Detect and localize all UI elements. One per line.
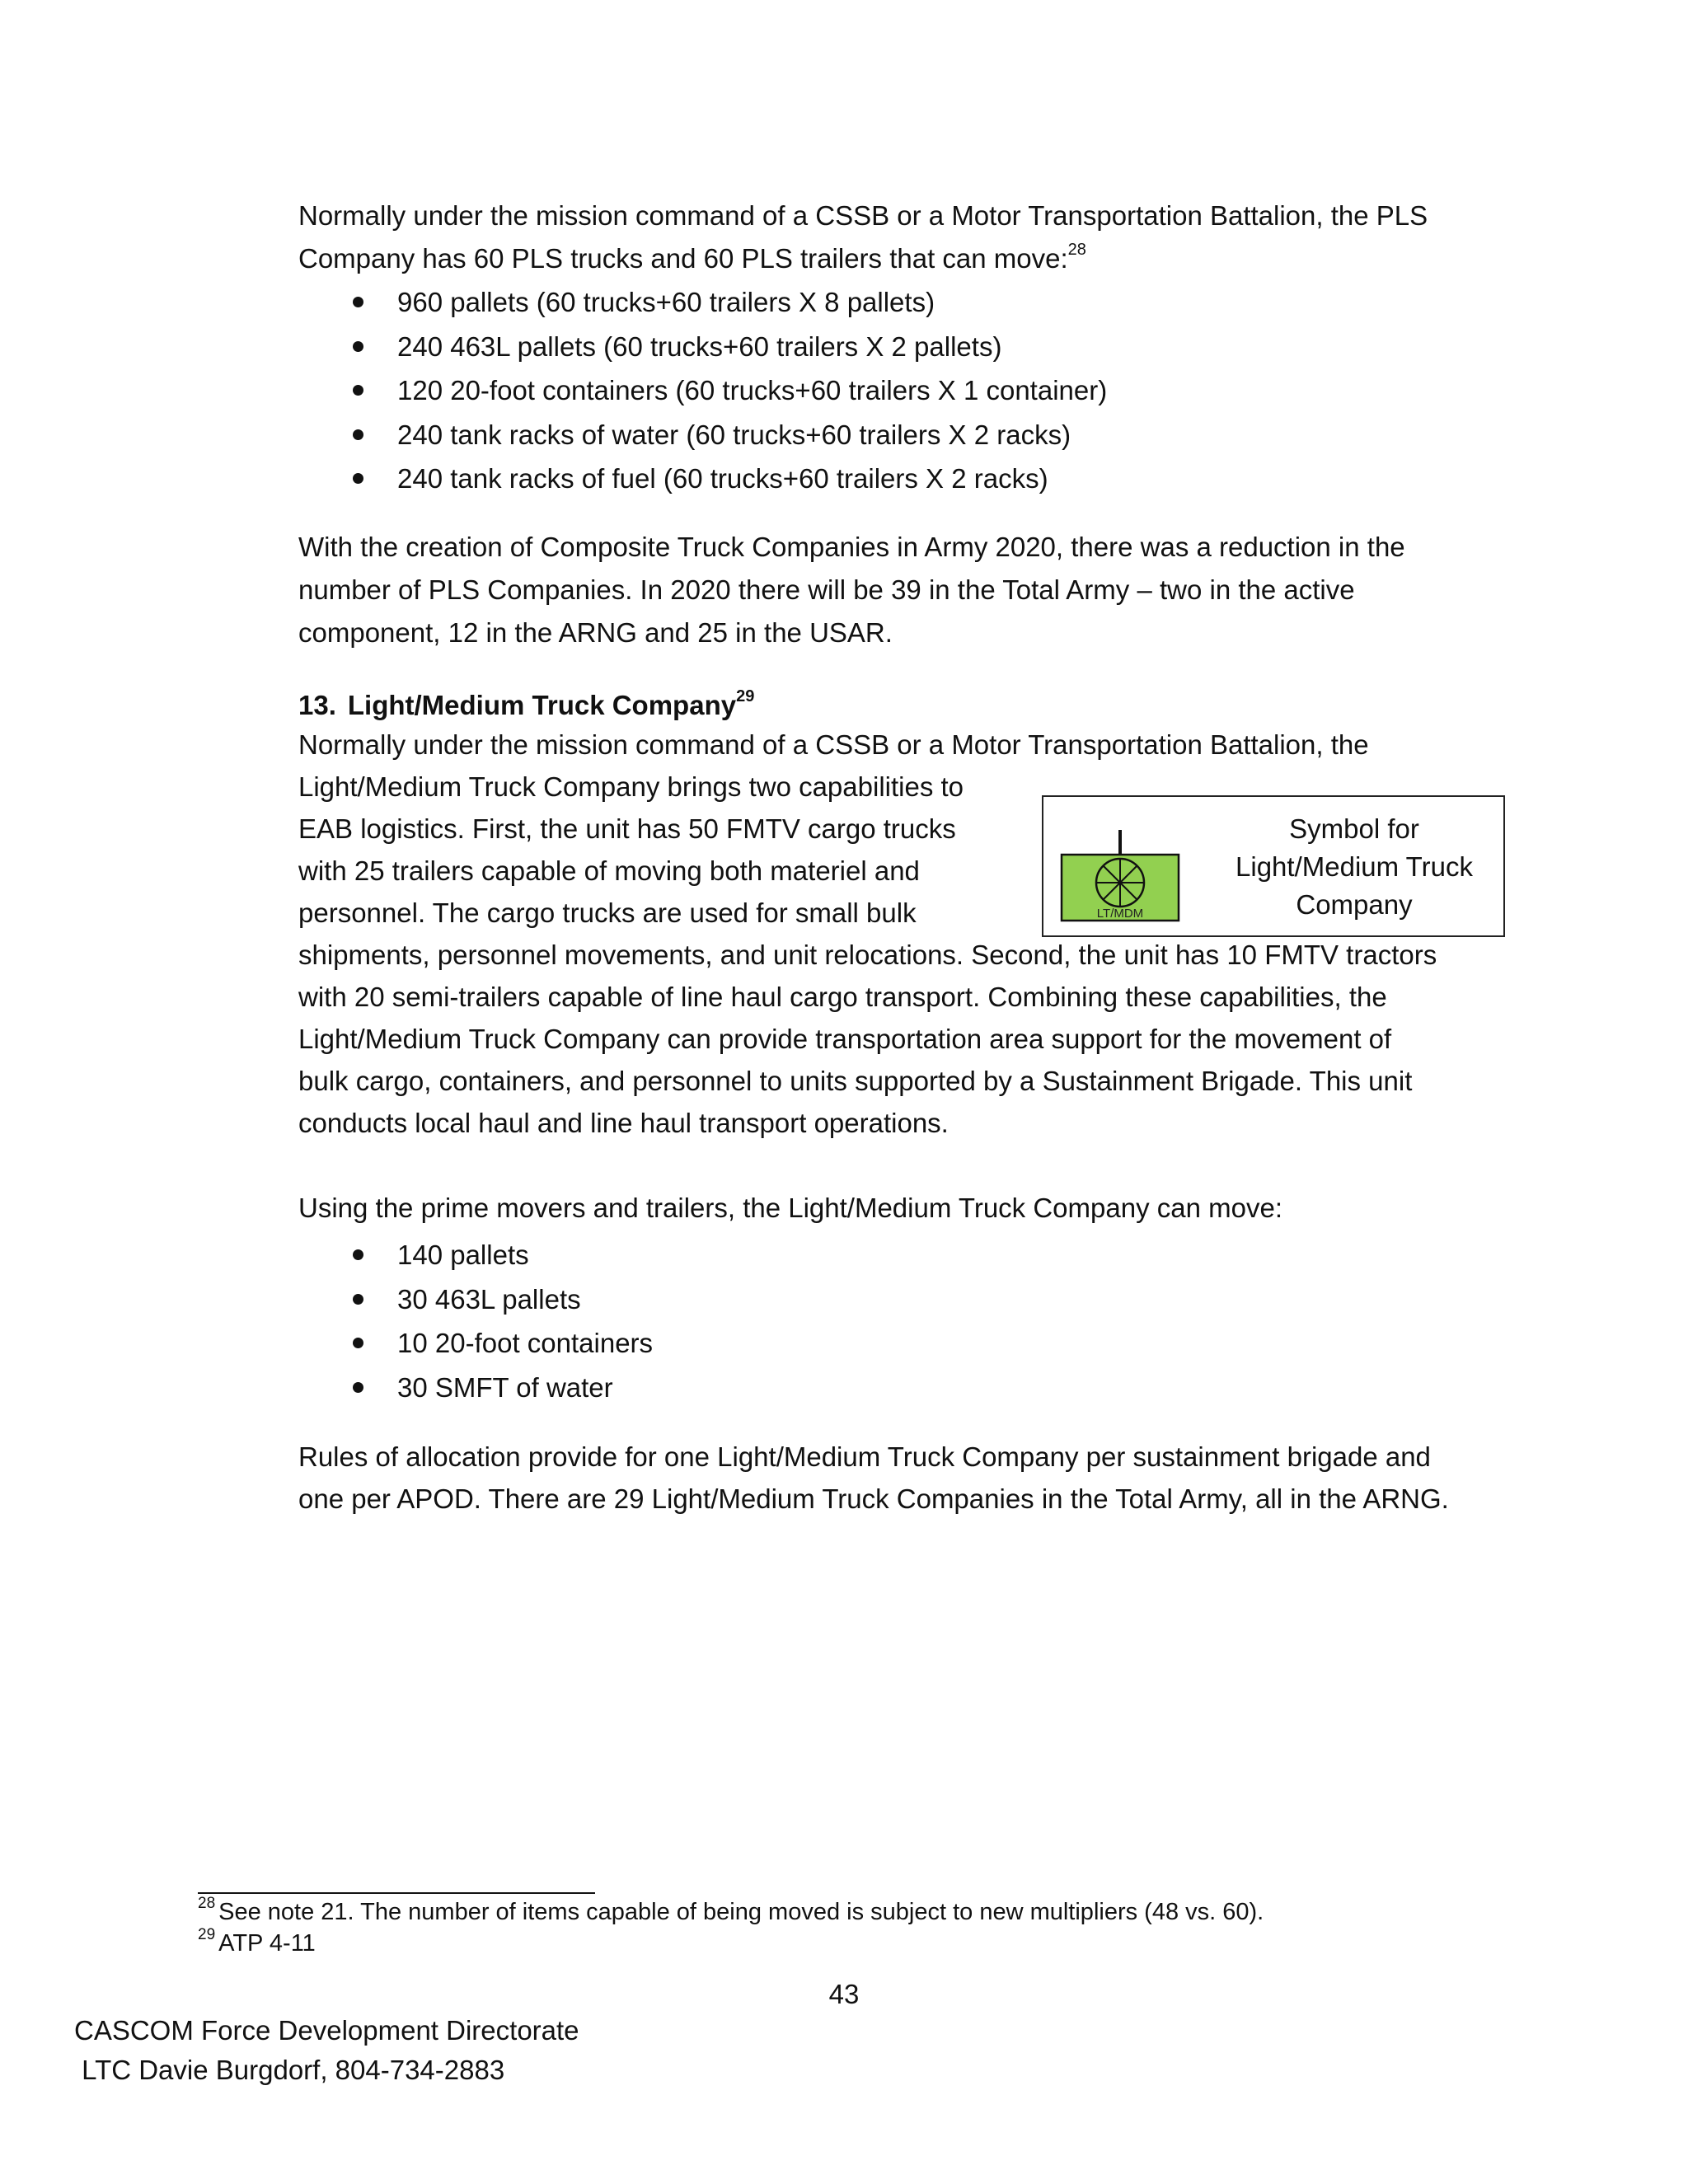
bullet-icon <box>353 1294 363 1305</box>
para-line: personnel. The cargo trucks are used for small bulk <box>298 898 917 928</box>
para-line: EAB logistics. First, the unit has 50 FMTV cargo trucks <box>298 813 956 844</box>
footer-contact: LTC Davie Burgdorf, 804-734-2883 <box>74 2055 505 2085</box>
section-title: Light/Medium Truck Company <box>347 690 737 720</box>
section-heading <box>298 684 754 727</box>
para-line: bulk cargo, containers, and personnel to units supported by a Sustainment Brigade. This unit <box>298 1066 1413 1096</box>
allocation-line-1: Rules of allocation provide for one Light/Medium Truck Company per sustainment brigade and <box>298 1441 1431 1472</box>
para-line: with 25 trailers capable of moving both materiel and <box>298 855 920 886</box>
bullet-icon <box>353 341 363 352</box>
bullet-icon <box>353 429 363 440</box>
para-line: conducts local haul and line haul transport operations. <box>298 1108 949 1138</box>
page-number: 43 <box>828 1979 860 2009</box>
para-line: Light/Medium Truck Company can provide transportation area support for the movement of <box>298 1024 1392 1054</box>
list-item: 10 20-foot containers <box>298 1321 1452 1366</box>
pls-intro-line-2: Company has 60 PLS trucks and 60 PLS trailers that can move: <box>298 243 1068 274</box>
list-item: 240 tank racks of water (60 trucks+60 trailers X 2 racks) <box>298 413 1452 457</box>
footnote-divider <box>198 1892 595 1894</box>
footer-organization: CASCOM Force Development Directorate <box>74 2015 579 2046</box>
bullet-icon <box>353 297 363 307</box>
symbol-label: LT/MDM <box>1096 907 1144 921</box>
list-item: 240 tank racks of fuel (60 trucks+60 trailers X 2 racks) <box>298 457 1452 501</box>
list-item: 120 20-foot containers (60 trucks+60 trailers X 1 container) <box>298 368 1452 413</box>
footnote-28: $^{28}$ See note 21. The number of items capable of being moved is subject to new multipliers (48 vs. 60). <box>198 1895 1264 1925</box>
list-item: 960 pallets (60 trucks+60 trailers X 8 pallets) <box>298 280 1452 325</box>
allocation-line-2: one per APOD. There are 29 Light/Medium Truck Companies in the Total Army, all in the ARNG. <box>298 1483 1449 1514</box>
para-line: with 20 semi-trailers capable of line haul cargo transport. Combining these capabilities, the <box>298 982 1387 1012</box>
para-line: shipments, personnel movements, and unit relocations. Second, the unit has 10 FMTV tractors <box>298 940 1437 970</box>
bullet-icon <box>353 385 363 396</box>
bullet-icon <box>353 1338 363 1348</box>
composite-paragraph <box>298 526 1485 654</box>
footnote-ref-29[interactable]: 29 <box>736 687 755 705</box>
truck-company-symbol-icon <box>1060 830 1184 924</box>
bullet-icon <box>353 1382 363 1393</box>
unit-symbol-box <box>1042 795 1505 937</box>
para-line: Normally under the mission command of a CSSB or a Motor Transportation Battalion, the <box>298 729 1369 760</box>
list-item: 30 SMFT of water <box>298 1366 1452 1410</box>
list-item: 30 463L pallets <box>298 1277 1452 1322</box>
section-number: 13. <box>298 690 336 720</box>
symbol-caption: Symbol for Light/Medium Truck Company <box>1236 813 1473 920</box>
pls-intro-line-1: Normally under the mission command of a CSSB or a Motor Transportation Battalion, the PLS <box>298 200 1428 231</box>
composite-line-3: component, 12 in the ARNG and 25 in the USAR. <box>298 617 893 648</box>
para-line: Light/Medium Truck Company brings two capabilities to <box>298 771 964 802</box>
bullet-icon <box>353 473 363 484</box>
footnote-29: $^{29}$ ATP 4-11 <box>198 1926 316 1957</box>
pls-capacity-list <box>298 280 1452 501</box>
document-footer <box>74 2011 579 2090</box>
truck-capacity-list <box>298 1233 1452 1409</box>
composite-line-2: number of PLS Companies. In 2020 there will be 39 in the Total Army – two in the active <box>298 574 1355 605</box>
list-item: 240 463L pallets (60 trucks+60 trailers X 2 pallets) <box>298 325 1452 369</box>
move-intro: Using the prime movers and trailers, the Light/Medium Truck Company can move: <box>298 1193 1282 1223</box>
footnote-ref-28[interactable]: 28 <box>1067 241 1086 259</box>
bullet-icon <box>353 1249 363 1260</box>
list-item: 140 pallets <box>298 1233 1452 1277</box>
composite-line-1: With the creation of Composite Truck Companies in Army 2020, there was a reduction in the <box>298 532 1405 562</box>
pls-intro-paragraph <box>298 194 1485 280</box>
